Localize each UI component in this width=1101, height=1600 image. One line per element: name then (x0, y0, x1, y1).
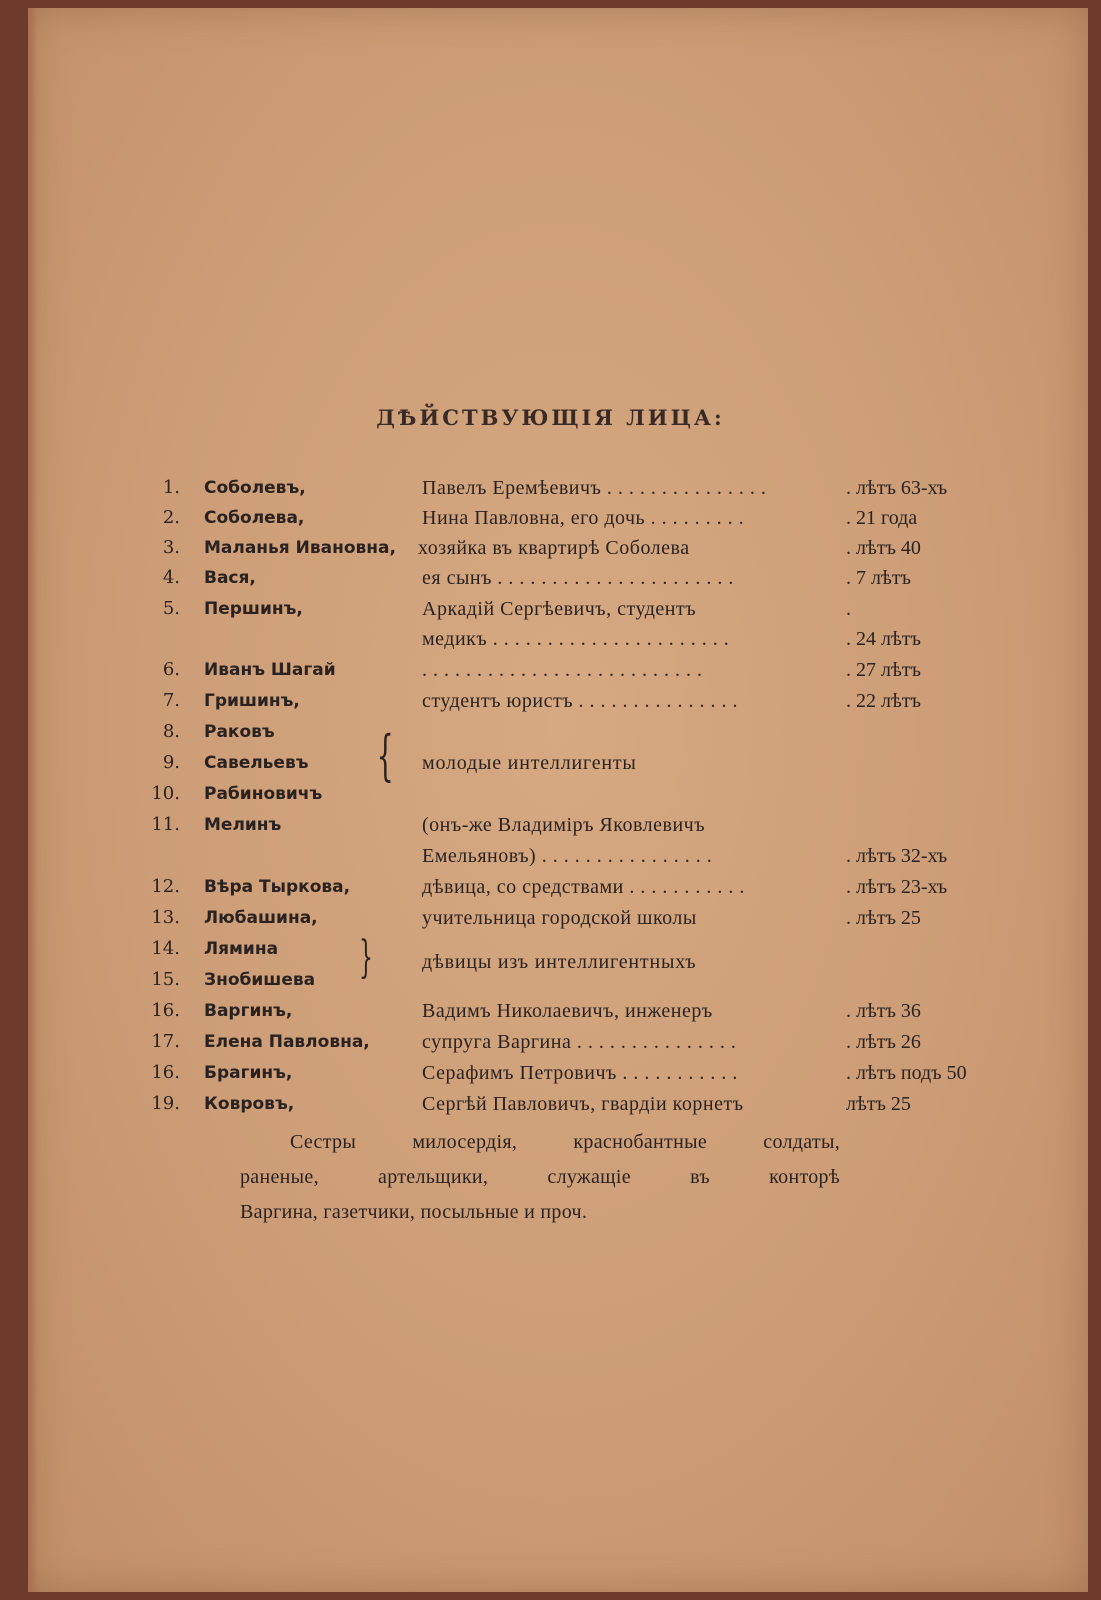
cast-row (0, 624, 1101, 654)
note-line: раненые, артельщики, служащіе въ конторѣ (240, 1166, 840, 1188)
character-name: Мелинъ (204, 815, 282, 835)
extras-note (240, 1125, 840, 1230)
character-description: медикъ . . . . . . . . . . . . . . . . . . . . . . (422, 628, 730, 650)
brace-icon: } (359, 932, 373, 983)
row-number: 12. (151, 876, 180, 897)
character-name: Соболева, (204, 508, 305, 528)
character-description: (онъ-же Владиміръ Яковлевичъ (422, 814, 706, 836)
row-number: 17. (151, 1031, 180, 1052)
cast-row (0, 717, 1101, 747)
character-description: . . . . . . . . . . . . . . . . . . . . . . . . . . (422, 659, 703, 681)
character-age: . 7 лѣтъ (846, 567, 911, 589)
character-name: Вѣра Тыркова, (204, 877, 351, 897)
cast-heading: ДѢЙСТВУЮЩІЯ ЛИЦА: (376, 405, 725, 430)
character-age: . (846, 598, 851, 620)
character-name: Елена Павловна, (204, 1032, 370, 1052)
character-name: Першинъ, (204, 599, 303, 619)
note-line: Сестры милосердія, краснобантные солдаты, (290, 1131, 840, 1153)
character-description: учительница городской школы (422, 907, 697, 929)
row-number: 13. (151, 907, 180, 928)
character-age: . лѣтъ 63-хъ (846, 477, 948, 499)
row-number: 2. (162, 507, 180, 528)
cast-row (0, 473, 1101, 503)
character-age: . 22 лѣтъ (846, 690, 921, 712)
character-name: Савельевъ (204, 753, 309, 773)
character-name: Иванъ Шагай (204, 660, 336, 680)
row-number: 5. (162, 598, 180, 619)
character-age: . лѣтъ 26 (846, 1031, 921, 1053)
character-description: супруга Варгина . . . . . . . . . . . . . . . (422, 1031, 737, 1053)
row-number: 10. (151, 783, 180, 804)
row-number: 16. (151, 1062, 180, 1083)
cast-row (0, 1058, 1101, 1088)
row-number: 15. (151, 969, 180, 990)
row-number: 1. (162, 477, 180, 498)
character-description: Аркадій Сергѣевичъ, студентъ (422, 598, 697, 620)
character-age: . лѣтъ 23-хъ (846, 876, 948, 898)
character-name: Лямина (204, 939, 279, 959)
character-name: Ковровъ, (204, 1094, 295, 1114)
row-number: 4. (162, 567, 180, 588)
character-name: Рабиновичъ (204, 784, 323, 804)
character-name: Знобишева (204, 970, 316, 990)
cast-row (0, 503, 1101, 533)
group-description: молодые интеллигенты (422, 752, 637, 774)
character-description: Павелъ Еремѣевичъ . . . . . . . . . . . . . . . (422, 477, 767, 499)
character-description: Серафимъ Петровичъ . . . . . . . . . . . (422, 1062, 738, 1084)
cast-row (0, 594, 1101, 624)
cast-row (0, 1089, 1101, 1119)
group-description: дѣвицы изъ интеллигентныхъ (422, 951, 697, 973)
character-age: лѣтъ 25 (846, 1093, 911, 1115)
row-number: 9. (162, 752, 180, 773)
cast-row (0, 872, 1101, 902)
character-age: . лѣтъ 32-хъ (846, 845, 948, 867)
character-age: . лѣтъ подъ 50 (846, 1062, 967, 1084)
character-age: . лѣтъ 40 (846, 537, 921, 559)
cast-row (0, 686, 1101, 716)
cast-row (0, 563, 1101, 593)
character-age: . лѣтъ 25 (846, 907, 921, 929)
cast-row (0, 903, 1101, 933)
character-age: . 27 лѣтъ (846, 659, 921, 681)
character-name: Гришинъ, (204, 691, 300, 711)
row-number: 3. (162, 537, 180, 558)
row-number: 6. (162, 659, 180, 680)
row-number: 19. (151, 1093, 180, 1114)
character-name: Маланья Ивановна, (204, 538, 396, 558)
character-description: студентъ юристъ . . . . . . . . . . . . . . . (422, 690, 739, 712)
character-name: Брагинъ, (204, 1063, 293, 1083)
cast-row (0, 810, 1101, 840)
character-description: ея сынъ . . . . . . . . . . . . . . . . . . . . . . (422, 567, 734, 589)
row-number: 16. (151, 1000, 180, 1021)
character-name: Варгинъ, (204, 1001, 293, 1021)
character-description: Емельяновъ) . . . . . . . . . . . . . . . . (422, 845, 713, 867)
character-description: дѣвица, со средствами . . . . . . . . . . . (422, 876, 745, 898)
character-name: Вася, (204, 568, 256, 588)
cast-row (0, 996, 1101, 1026)
character-age: . 21 года (846, 507, 918, 529)
character-name: Любашина, (204, 908, 318, 928)
character-description: Сергѣй Павловичъ, гвардіи корнетъ (422, 1093, 744, 1115)
row-number: 11. (151, 814, 180, 835)
character-description: хозяйка въ квартирѣ Соболева (418, 537, 690, 559)
character-description: Вадимъ Николаевичъ, инженеръ (422, 1000, 713, 1022)
cast-row (0, 1027, 1101, 1057)
character-description: Нина Павловна, его дочь . . . . . . . . . (422, 507, 745, 529)
cast-row (0, 841, 1101, 871)
character-age: . 24 лѣтъ (846, 628, 921, 650)
note-line: Варгина, газетчики, посыльные и проч. (240, 1201, 588, 1223)
brace-icon: { (376, 724, 394, 787)
row-number: 7. (162, 690, 180, 711)
row-number: 8. (162, 721, 180, 742)
cast-row (0, 779, 1101, 809)
cast-row (0, 655, 1101, 685)
character-age: . лѣтъ 36 (846, 1000, 921, 1022)
character-name: Соболевъ, (204, 478, 306, 498)
character-name: Раковъ (204, 722, 275, 742)
cast-row (0, 533, 1101, 563)
row-number: 14. (151, 938, 180, 959)
